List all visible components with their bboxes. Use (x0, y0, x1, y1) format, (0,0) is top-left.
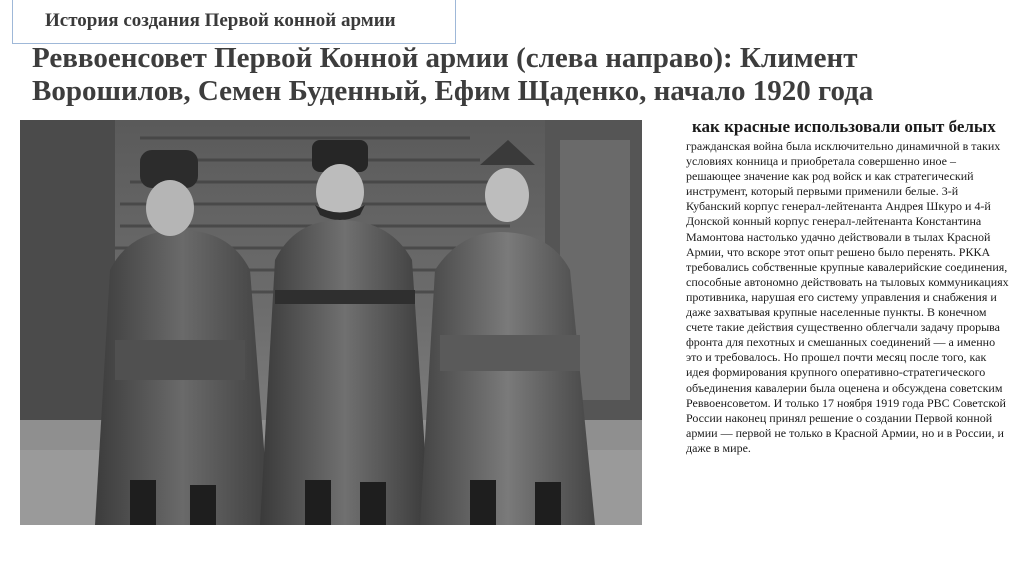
aside-body: гражданская война была исключительно динамичной в таких условиях конница и приобретала совершенно иное – решающее значение как род войск и как стратегический инструмент, который первыми применили белые. 3-й Кубанский корпус генерал-лейтенанта Андрея Шкуро и 4-й Донской конный корпус генерал-лейтенанта Константина Мамонтова настолько удачно действовали в тылах Красной Армии, что вскоре этот опыт решено было перенять. РККА требовались собственные крупные кавалерийские соединения, способные автономно действовать на тыловых коммуникациях противника, нарушая его систему управления и снабжения и даже захватывая крупные населенные пункты. В конечном счете такие действия существенно облегчали задачу прорыва фронта для пехотных и смешанных соединений — а именно это и требовалось. Но прошел почти месяц после того, как идея формирования крупного оперативно-стратегического объединения кавалерии была оценена и обсуждена советским Реввоенсоветом. И только 17 ноября 1919 года РВС Советской России наконец принял решение о создании Первой конной армии — первой не только в Красной Армии, но и в России, и даже в мире. (686, 139, 1009, 455)
aside-heading-text: как красные использовали опыт белых (692, 117, 996, 136)
text-panel (686, 117, 1010, 456)
section-tab (12, 0, 456, 44)
slide-title: Реввоенсовет Первой Конной армии (слева направо): Климент Ворошилов, Семен Буденный, Ефим Щаденко, начало 1920 года (32, 42, 874, 107)
aside-heading (686, 117, 1010, 136)
historical-photo (20, 120, 642, 525)
section-title: История создания Первой конной армии (45, 10, 396, 31)
